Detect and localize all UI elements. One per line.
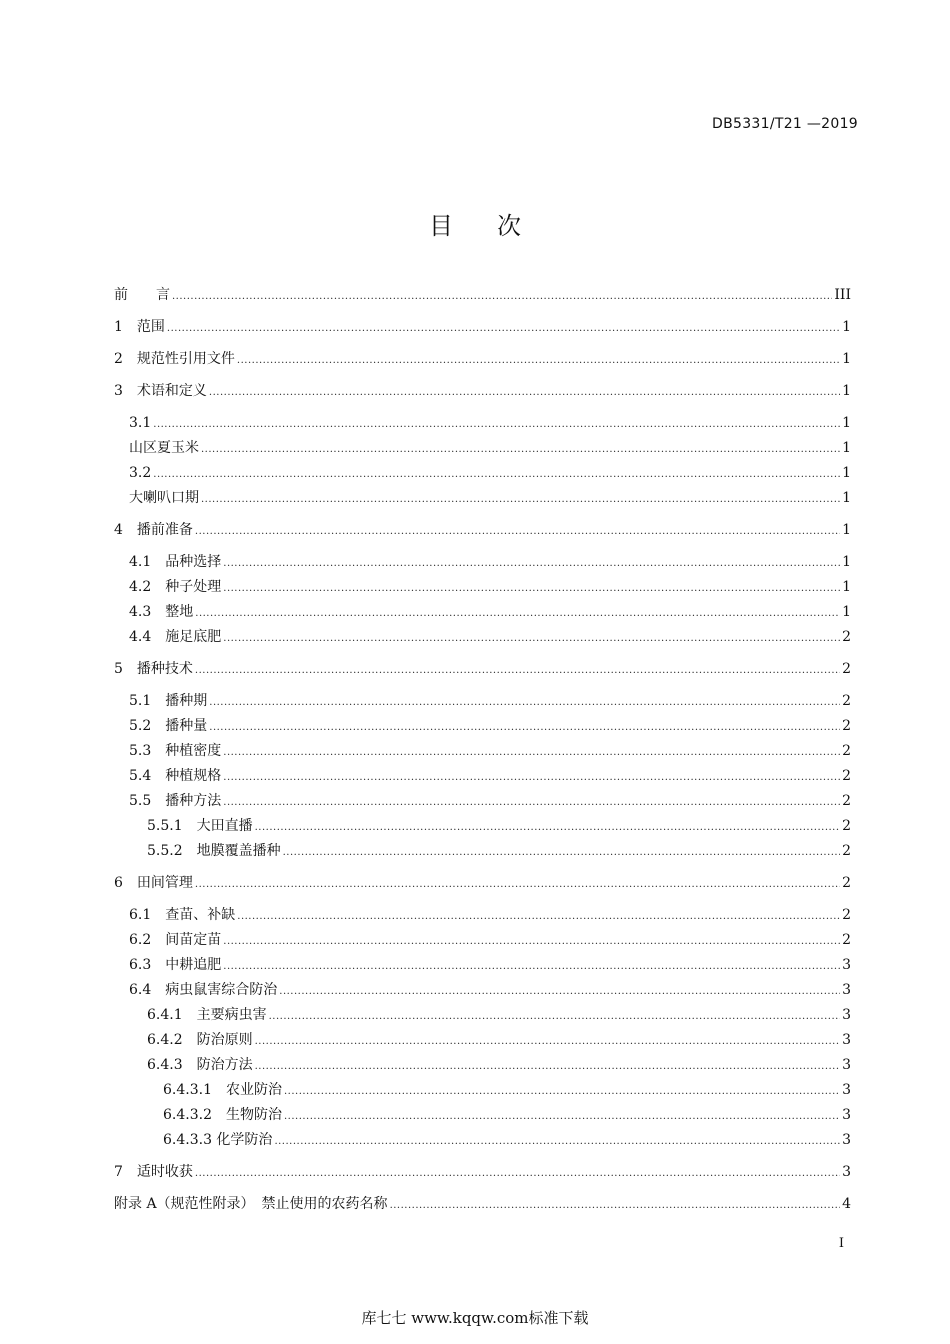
toc-entry-page: 1 xyxy=(842,465,851,481)
toc-entry-label: 3.1 xyxy=(129,415,152,431)
toc-dot-leader xyxy=(223,746,840,760)
toc-entry-label: 6.3 中耕追肥 xyxy=(129,957,222,973)
toc-dot-leader xyxy=(284,1085,840,1099)
toc-entry[interactable] xyxy=(114,981,851,999)
toc-entry-page: 3 xyxy=(842,982,851,998)
toc-dot-leader xyxy=(223,796,840,810)
toc-entry-page: 2 xyxy=(842,743,851,759)
toc-dot-leader xyxy=(172,290,832,304)
toc-entry-label: 4.4 施足底肥 xyxy=(129,629,222,645)
toc-entry-label: 6.4.3.1 农业防治 xyxy=(163,1082,282,1098)
toc-entry-page: 2 xyxy=(842,629,851,645)
toc-dot-leader xyxy=(153,468,840,482)
standard-code: DB5331/T21 —2019 xyxy=(712,116,858,132)
toc-entry[interactable] xyxy=(114,1006,851,1024)
toc-entry-page: 2 xyxy=(842,693,851,709)
toc-entry-label: 山区夏玉米 xyxy=(129,440,199,456)
toc-dot-leader xyxy=(223,632,840,646)
toc-entry[interactable] xyxy=(114,382,851,400)
toc-entry[interactable] xyxy=(114,1163,851,1181)
toc-entry-page: 1 xyxy=(842,351,851,367)
toc-entry-page: 1 xyxy=(842,440,851,456)
toc-entry-label: 4 播前准备 xyxy=(114,522,193,538)
toc-entry-page: 2 xyxy=(842,768,851,784)
toc-entry[interactable] xyxy=(114,318,851,336)
toc-entry[interactable] xyxy=(114,350,851,368)
toc-dot-leader xyxy=(195,878,840,892)
toc-entry[interactable] xyxy=(114,817,851,835)
toc-entry-page: 1 xyxy=(842,319,851,335)
toc-dot-leader xyxy=(209,721,840,735)
toc-entry-label: 6 田间管理 xyxy=(114,875,193,891)
toc-dot-leader xyxy=(237,354,840,368)
toc-entry-label: 6.4.1 主要病虫害 xyxy=(147,1007,267,1023)
toc-entry[interactable] xyxy=(114,692,851,710)
toc-dot-leader xyxy=(279,985,840,999)
toc-entry[interactable] xyxy=(114,578,851,596)
toc-dot-leader xyxy=(195,607,840,621)
toc-entry[interactable] xyxy=(114,874,851,892)
toc-dot-leader xyxy=(195,525,840,539)
toc-entry-label: 3 术语和定义 xyxy=(114,383,207,399)
toc-dot-leader xyxy=(167,322,840,336)
toc-entry-label: 4.3 整地 xyxy=(129,604,194,620)
toc-dot-leader xyxy=(209,386,840,400)
toc-entry-page: 3 xyxy=(842,1032,851,1048)
toc-entry[interactable] xyxy=(114,439,851,457)
toc-entry[interactable] xyxy=(114,553,851,571)
toc-entry-page: 1 xyxy=(842,415,851,431)
toc-dot-leader xyxy=(223,960,840,974)
toc-entry-page: 3 xyxy=(842,1057,851,1073)
toc-entry[interactable] xyxy=(114,842,851,860)
toc-entry-page: 4 xyxy=(842,1196,851,1212)
toc-entry-page: 2 xyxy=(842,818,851,834)
toc-entry-page: 1 xyxy=(842,490,851,506)
toc-entry-label: 5 播种技术 xyxy=(114,661,193,677)
toc-entry[interactable] xyxy=(114,742,851,760)
toc-dot-leader xyxy=(274,1135,840,1149)
toc-entry-label: 6.4.3 防治方法 xyxy=(147,1057,253,1073)
toc-entry-page: 1 xyxy=(842,604,851,620)
toc-entry[interactable] xyxy=(114,956,851,974)
toc-entry[interactable] xyxy=(114,660,851,678)
toc-entry[interactable] xyxy=(114,603,851,621)
toc-entry[interactable] xyxy=(114,1031,851,1049)
toc-entry-page: 2 xyxy=(842,932,851,948)
toc-entry[interactable] xyxy=(114,286,851,304)
toc-entry[interactable] xyxy=(114,931,851,949)
toc-dot-leader xyxy=(153,418,840,432)
toc-entry-label: 附录 A（规范性附录） 禁止使用的农药名称 xyxy=(114,1196,388,1212)
toc-entry[interactable] xyxy=(114,906,851,924)
toc-entry-label: 5.3 种植密度 xyxy=(129,743,222,759)
toc-dot-leader xyxy=(283,846,840,860)
toc-entry-label: 6.4.2 防治原则 xyxy=(147,1032,253,1048)
toc-entry[interactable] xyxy=(114,767,851,785)
toc-dot-leader xyxy=(223,582,840,596)
toc-entry-label: 3.2 xyxy=(129,465,152,481)
toc-entry-page: 2 xyxy=(842,875,851,891)
toc-entry-label: 6.4.3.3 化学防治 xyxy=(163,1132,273,1148)
toc-dot-leader xyxy=(223,935,840,949)
toc-entry-page: 1 xyxy=(842,522,851,538)
toc-entry-page: 2 xyxy=(842,793,851,809)
toc-title: 目次 xyxy=(429,212,565,240)
toc-entry-page: 3 xyxy=(842,1164,851,1180)
toc-dot-leader xyxy=(269,1010,840,1024)
toc-entry-label: 5.4 种植规格 xyxy=(129,768,222,784)
toc-entry-page: 2 xyxy=(842,907,851,923)
toc-entry-label: 6.4.3.2 生物防治 xyxy=(163,1107,282,1123)
toc-entry-page: 1 xyxy=(842,554,851,570)
toc-entry-label: 5.5.1 大田直播 xyxy=(147,818,253,834)
toc-entry-label: 大喇叭口期 xyxy=(129,490,199,506)
toc-entry-label: 1 范围 xyxy=(114,319,165,335)
toc-entry-page: 3 xyxy=(842,1107,851,1123)
toc-entry-page: 3 xyxy=(842,1082,851,1098)
toc-dot-leader xyxy=(195,1167,840,1181)
toc-entry-label: 4.1 品种选择 xyxy=(129,554,222,570)
toc-dot-leader xyxy=(209,696,840,710)
toc-entry-page: III xyxy=(834,287,851,303)
toc-entry[interactable] xyxy=(114,464,851,482)
toc-entry[interactable] xyxy=(114,1131,851,1149)
toc-entry-page: 2 xyxy=(842,661,851,677)
table-of-contents xyxy=(114,286,851,1213)
toc-entry[interactable] xyxy=(114,1106,851,1124)
toc-dot-leader xyxy=(255,1060,840,1074)
toc-dot-leader xyxy=(255,821,840,835)
toc-entry-label: 5.5.2 地膜覆盖播种 xyxy=(147,843,281,859)
toc-dot-leader xyxy=(223,557,840,571)
toc-entry[interactable] xyxy=(114,628,851,646)
toc-entry[interactable] xyxy=(114,792,851,810)
toc-entry-label: 6.4 病虫鼠害综合防治 xyxy=(129,982,278,998)
toc-entry-label: 5.2 播种量 xyxy=(129,718,208,734)
toc-entry-page: 3 xyxy=(842,1007,851,1023)
toc-dot-leader xyxy=(201,443,840,457)
toc-entry[interactable] xyxy=(114,414,851,432)
toc-dot-leader xyxy=(223,771,840,785)
toc-entry[interactable] xyxy=(114,717,851,735)
toc-entry-page: 3 xyxy=(842,957,851,973)
page-number: I xyxy=(838,1236,844,1251)
toc-entry-page: 2 xyxy=(842,843,851,859)
toc-entry-label: 6.1 查苗、补缺 xyxy=(129,907,236,923)
toc-entry-page: 2 xyxy=(842,718,851,734)
toc-dot-leader xyxy=(195,664,840,678)
toc-entry-page: 1 xyxy=(842,383,851,399)
footer-watermark: 库七七 www.kqqw.com标准下载 xyxy=(361,1309,589,1327)
toc-dot-leader xyxy=(201,493,840,507)
toc-entry-label: 7 适时收获 xyxy=(114,1164,193,1180)
toc-entry-page: 3 xyxy=(842,1132,851,1148)
toc-entry-label: 前 言 xyxy=(114,287,170,303)
toc-entry-page: 1 xyxy=(842,579,851,595)
toc-entry-label: 5.1 播种期 xyxy=(129,693,208,709)
toc-dot-leader xyxy=(390,1199,841,1213)
toc-entry-label: 4.2 种子处理 xyxy=(129,579,222,595)
toc-entry[interactable] xyxy=(114,1056,851,1074)
toc-entry[interactable] xyxy=(114,1081,851,1099)
toc-entry-label: 5.5 播种方法 xyxy=(129,793,222,809)
toc-entry[interactable] xyxy=(114,489,851,507)
toc-dot-leader xyxy=(237,910,840,924)
toc-entry-label: 2 规范性引用文件 xyxy=(114,351,235,367)
toc-entry-label: 6.2 间苗定苗 xyxy=(129,932,222,948)
toc-dot-leader xyxy=(284,1110,840,1124)
toc-entry[interactable] xyxy=(114,1195,851,1213)
toc-dot-leader xyxy=(255,1035,840,1049)
toc-entry[interactable] xyxy=(114,521,851,539)
